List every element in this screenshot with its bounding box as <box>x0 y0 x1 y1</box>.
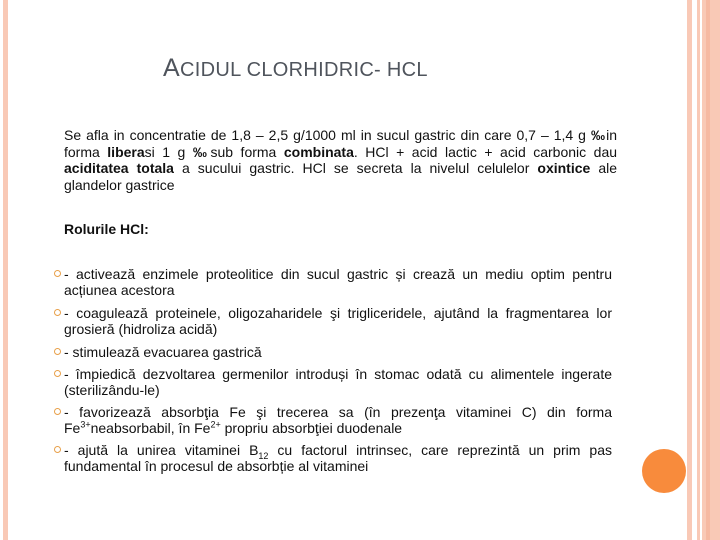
text: Se afla in concentratie de 1,8 – 2,5 g/1000 ml in sucul gastric din care 0,7 – 1,4 g <box>64 127 591 143</box>
text: aciditatea totala <box>64 160 174 176</box>
text: ale glandelor gastrice <box>64 160 617 193</box>
item-text: - favorizează absorbţia Fe şi trecerea sa (în prezenţa vitaminei C) din forma Fe <box>64 404 612 436</box>
roles-heading: Rolurile HCl: <box>64 221 149 237</box>
text: ‰ <box>192 143 211 160</box>
text: sub forma <box>210 143 284 160</box>
item-text: cu factorul intrinsec, care reprezintă un prim pas fundamental în procesul de absorbție al vitaminei <box>64 442 612 474</box>
subscript: 12 <box>258 450 269 461</box>
item-text: - activează enzimele proteolitice din sucul gastric și crează un mediu optim pentru acțiunea acestora <box>64 266 612 298</box>
bullet-circle-icon <box>54 270 61 277</box>
item-text: - stimulează evacuarea gastrică <box>64 344 262 360</box>
superscript: 2+ <box>210 419 221 430</box>
list-item <box>0 442 612 474</box>
bullet-circle-icon <box>54 348 61 355</box>
text: in forma <box>64 127 618 160</box>
item-text: neabsorbabil, în Fe <box>90 420 211 436</box>
decorative-orange-circle <box>642 449 686 493</box>
list-item <box>0 404 612 436</box>
list-item <box>0 366 612 398</box>
bullet-circle-icon <box>54 309 61 316</box>
title-rest: CIDUL CLORHIDRIC- HCL <box>179 59 428 81</box>
item-text: - coagulează proteinele, oligozaharidele şi trigliceridele, ajutând la fragmentarea lor grosieră (hidroliza acidă) <box>64 305 612 337</box>
bullet-circle-icon <box>54 370 61 377</box>
item-text: propriu absorbţiei duodenale <box>220 420 403 436</box>
text: a sucului gastric. HCl se secreta la nivelul celulelor <box>173 160 538 176</box>
bullet-circle-icon <box>54 408 61 415</box>
item-text: - împiedică dezvoltarea germenilor introduși în stomac odată cu alimentele ingerate (sterilizându-le) <box>64 366 612 398</box>
slide-title <box>163 54 428 83</box>
text: oxintice <box>537 160 591 176</box>
list-item <box>0 344 612 360</box>
intro-paragraph <box>64 127 617 193</box>
item-text: - ajută la unirea vitaminei B <box>64 442 259 458</box>
superscript: 3+ <box>80 419 91 430</box>
roles-list <box>0 266 720 480</box>
text: combinata <box>283 143 354 160</box>
list-item <box>0 266 612 298</box>
bullet-circle-icon <box>54 446 61 453</box>
text: libera <box>107 143 145 160</box>
list-item <box>0 305 612 337</box>
title-first-letter: A <box>163 54 180 82</box>
text: si 1 g <box>144 143 193 160</box>
text: ‰ <box>590 127 607 143</box>
text: . HCl + acid lactic + acid carbonic dau <box>353 143 618 160</box>
